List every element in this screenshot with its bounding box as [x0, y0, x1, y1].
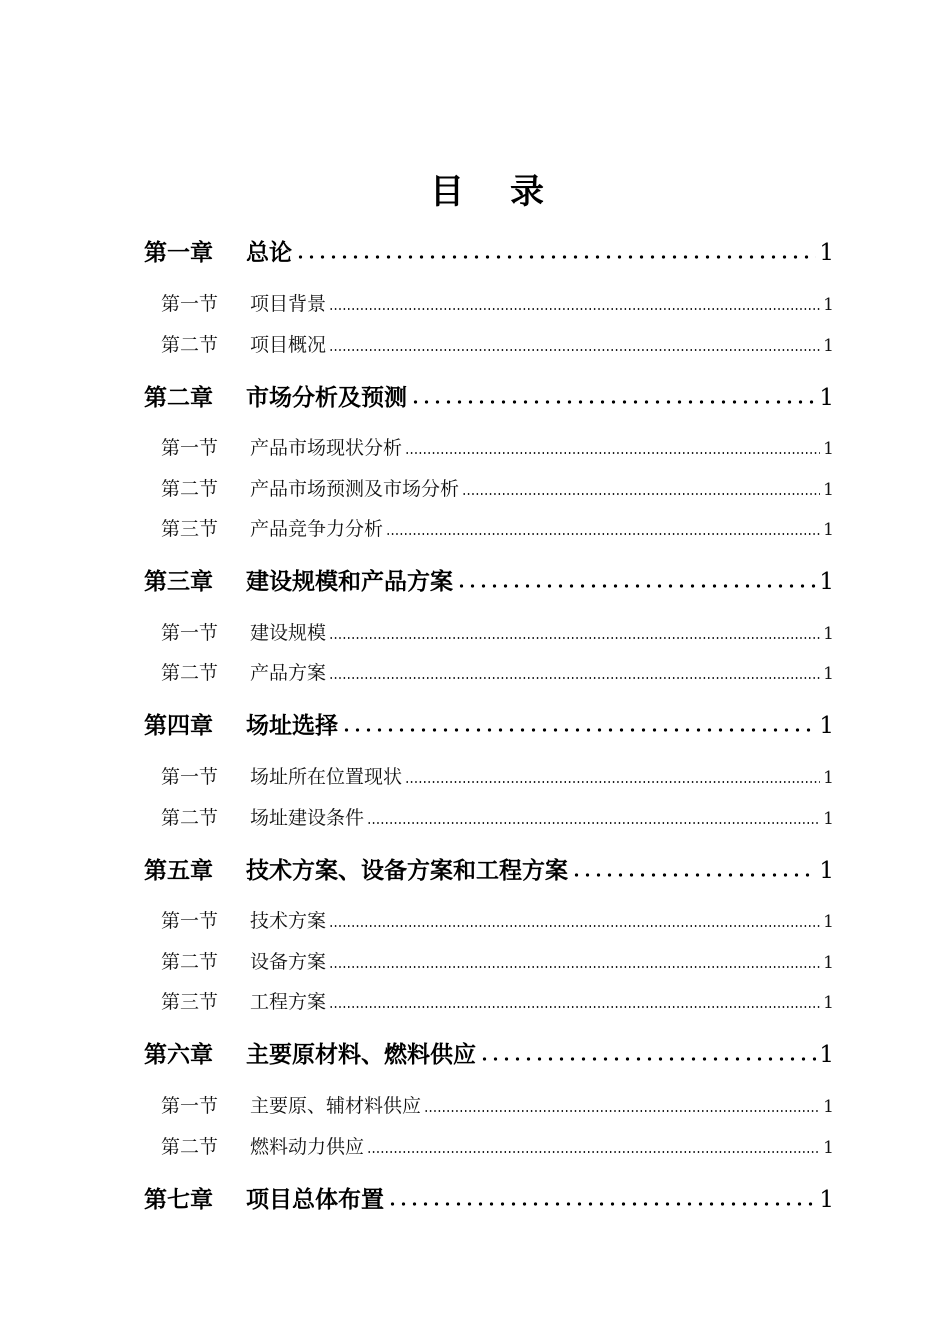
chapter-label: 第二章 [144, 384, 213, 411]
dot-leader [367, 1150, 820, 1154]
chapter-label: 第四章 [144, 712, 213, 739]
dot-leader [410, 398, 816, 406]
dot-leader [295, 253, 816, 261]
chapter-title: 主要原材料、燃料供应 [246, 1041, 476, 1068]
chapter-title: 建设规模和产品方案 [246, 568, 453, 595]
toc-title-right: 录 [510, 172, 548, 212]
chapter-label: 第五章 [144, 857, 213, 884]
section-title: 场址建设条件 [250, 807, 365, 829]
page-number: 1 [823, 953, 834, 973]
page-number: 1 [823, 809, 834, 829]
page-number: 1 [823, 768, 834, 788]
toc-section-entry[interactable] [161, 762, 834, 789]
dot-leader [424, 1109, 820, 1113]
section-title: 产品方案 [250, 662, 327, 684]
page-number: 1 [823, 439, 834, 459]
toc-section-entry[interactable] [161, 474, 834, 501]
dot-leader [341, 726, 816, 734]
chapter-title: 技术方案、设备方案和工程方案 [246, 857, 568, 884]
section-title: 工程方案 [250, 991, 327, 1013]
toc-section-entry[interactable] [161, 1132, 834, 1159]
page-number: 1 [823, 912, 834, 932]
dot-leader [329, 307, 820, 311]
section-label: 第二节 [161, 662, 219, 684]
section-title: 项目背景 [250, 293, 327, 315]
section-title: 产品市场预测及市场分析 [250, 478, 460, 500]
dot-leader [329, 676, 820, 680]
toc-section-entry[interactable] [161, 947, 834, 974]
dot-leader [367, 821, 820, 825]
dot-leader [329, 924, 820, 928]
section-label: 第一节 [161, 293, 219, 315]
toc-section-entry[interactable] [161, 514, 834, 541]
dot-leader [329, 636, 820, 640]
toc-chapter-entry[interactable] [144, 1036, 834, 1069]
chapter-title: 项目总体布置 [246, 1186, 384, 1213]
section-label: 第一节 [161, 766, 219, 788]
dot-leader [329, 1005, 820, 1009]
toc-chapter-entry[interactable] [144, 234, 834, 267]
toc-section-entry[interactable] [161, 906, 834, 933]
chapter-label: 第六章 [144, 1041, 213, 1068]
page-number: 1 [823, 295, 834, 315]
page-number: 1 [823, 1138, 834, 1158]
section-label: 第一节 [161, 622, 219, 644]
page-number: 1 [823, 336, 834, 356]
chapter-label: 第三章 [144, 568, 213, 595]
toc-section-entry[interactable] [161, 1091, 834, 1118]
chapter-title: 总论 [246, 239, 292, 266]
section-title: 产品竞争力分析 [250, 518, 384, 540]
toc-chapter-entry[interactable] [144, 852, 834, 885]
section-label: 第一节 [161, 1095, 219, 1117]
section-title: 燃料动力供应 [250, 1136, 365, 1158]
toc-title-left: 目 [430, 172, 468, 212]
section-title: 产品市场现状分析 [250, 437, 403, 459]
toc-section-entry[interactable] [161, 803, 834, 830]
page-number: 1 [819, 385, 834, 411]
section-label: 第一节 [161, 910, 219, 932]
section-label: 第二节 [161, 1136, 219, 1158]
toc-section-entry[interactable] [161, 433, 834, 460]
chapter-label: 第七章 [144, 1186, 213, 1213]
section-title: 技术方案 [250, 910, 327, 932]
section-title: 场址所在位置现状 [250, 766, 403, 788]
section-title: 主要原、辅材料供应 [250, 1095, 422, 1117]
page-number: 1 [823, 993, 834, 1013]
dot-leader [329, 348, 820, 352]
toc-chapter-entry[interactable] [144, 379, 834, 412]
toc-section-entry[interactable] [161, 658, 834, 685]
dot-leader [456, 582, 816, 590]
section-label: 第二节 [161, 951, 219, 973]
page-number: 1 [823, 624, 834, 644]
page-number: 1 [823, 520, 834, 540]
section-title: 项目概况 [250, 334, 327, 356]
page-number: 1 [819, 1187, 834, 1213]
toc-title [0, 164, 950, 213]
dot-leader [329, 965, 820, 969]
toc-section-entry[interactable] [161, 289, 834, 316]
chapter-label: 第一章 [144, 239, 213, 266]
toc-section-entry[interactable] [161, 987, 834, 1014]
chapter-title: 场址选择 [246, 712, 338, 739]
toc-chapter-entry[interactable] [144, 707, 834, 740]
toc-section-entry[interactable] [161, 618, 834, 645]
dot-leader [387, 1200, 816, 1208]
section-label: 第一节 [161, 437, 219, 459]
page-number: 1 [823, 664, 834, 684]
page-number: 1 [819, 240, 834, 266]
page-number: 1 [823, 480, 834, 500]
section-label: 第二节 [161, 334, 219, 356]
section-title: 建设规模 [250, 622, 327, 644]
page-number: 1 [819, 1042, 834, 1068]
section-title: 设备方案 [250, 951, 327, 973]
page-number: 1 [819, 713, 834, 739]
section-label: 第三节 [161, 991, 219, 1013]
page-number: 1 [819, 569, 834, 595]
dot-leader [405, 780, 820, 784]
section-label: 第三节 [161, 518, 219, 540]
page-number: 1 [823, 1097, 834, 1117]
dot-leader [571, 871, 816, 879]
toc-chapter-entry[interactable] [144, 563, 834, 596]
dot-leader [386, 532, 820, 536]
dot-leader [405, 451, 820, 455]
page-number: 1 [819, 858, 834, 884]
toc-chapter-entry[interactable] [144, 1181, 834, 1214]
dot-leader [479, 1055, 816, 1063]
section-label: 第二节 [161, 807, 219, 829]
dot-leader [462, 492, 820, 496]
section-label: 第二节 [161, 478, 219, 500]
chapter-title: 市场分析及预测 [246, 384, 407, 411]
toc-section-entry[interactable] [161, 330, 834, 357]
